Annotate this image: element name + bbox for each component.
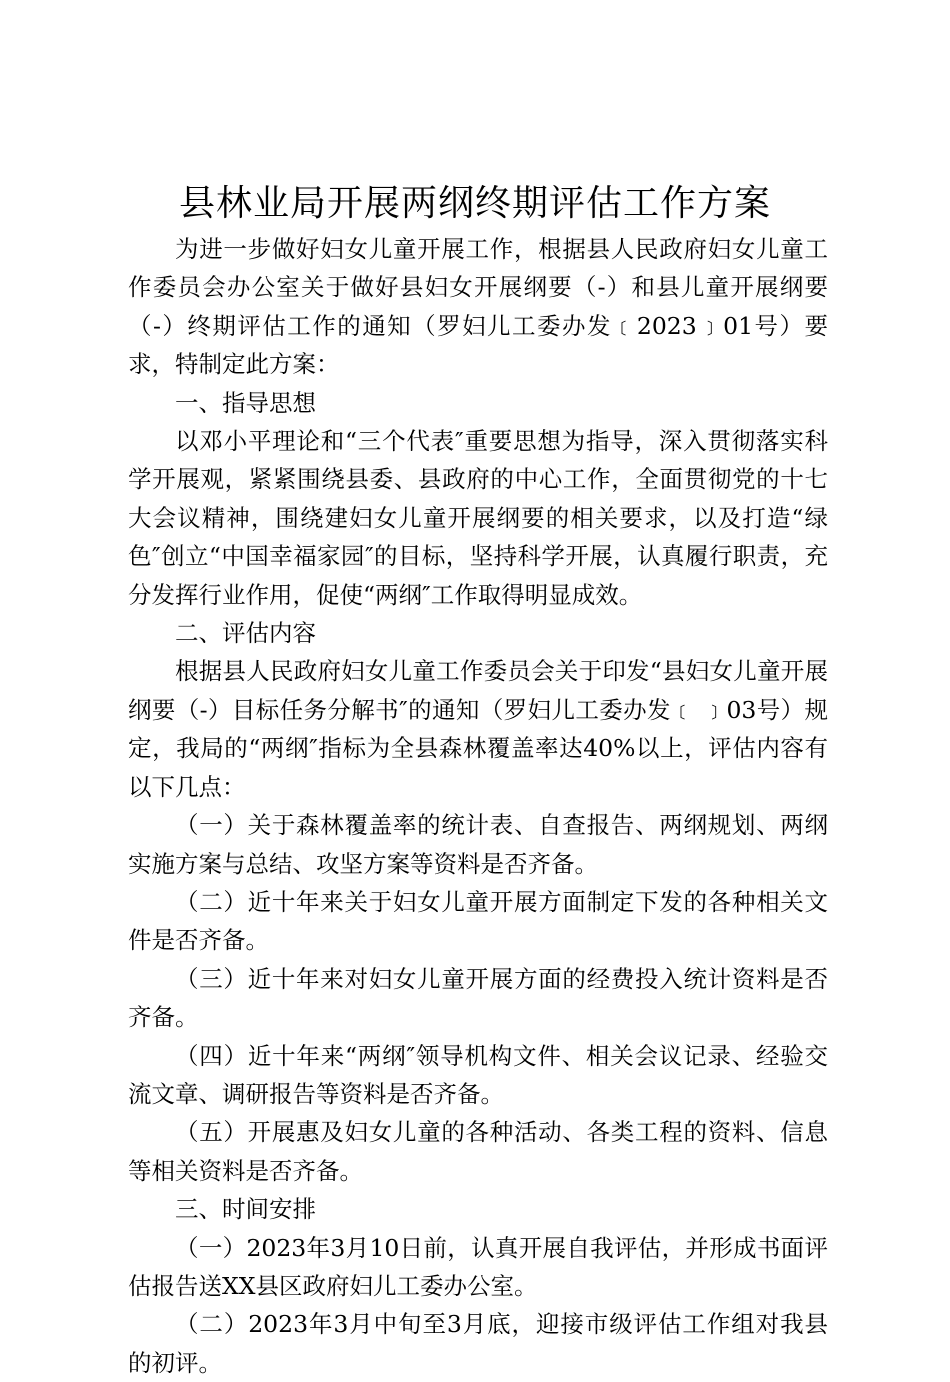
evaluation-content-paragraph: 根据县人民政府妇女儿童工作委员会关于印发“县妇女儿童开展纲要（-）目标任务分解书″的通知（罗妇儿工委办发﹝ ﹞03号）规定，我局的“两纲″指标为全县森林覆盖率达40%以上，评估内容有以下几点： [128,657,828,801]
section-heading-schedule: 三、时间安排 [175,1195,316,1224]
evaluation-item-3: （三）近十年来对妇女儿童开展方面的经费投入统计资料是否齐备。 [128,964,828,1032]
document-body [128,230,828,1382]
guiding-ideology-paragraph: 以邓小平理论和“三个代表″重要思想为指导，深入贯彻落实科学开展观，紧紧围绕县委、县政府的中心工作，全面贯彻党的十七大会议精神，围绕建妇女儿童开展纲要的相关要求，以及打造“绿色″创立“中国幸福家园″的目标，坚持科学开展，认真履行职责，充分发挥行业作用，促使“两纲″工作取得明显成效。 [128,427,828,609]
evaluation-item-2: （二）近十年来关于妇女儿童开展方面制定下发的各种相关文件是否齐备。 [128,887,828,955]
intro-paragraph: 为进一步做好妇女儿童开展工作，根据县人民政府妇女儿童工作委员会办公室关于做好县妇女开展纲要（-）和县儿童开展纲要（-）终期评估工作的通知（罗妇儿工委办发﹝2023﹞01号）要求，特制定此方案： [128,235,828,379]
document-title: 县林业局开展两纲终期评估工作方案 [178,183,771,224]
evaluation-item-1: （一）关于森林覆盖率的统计表、自查报告、两纲规划、两纲实施方案与总结、攻坚方案等资料是否齐备。 [128,811,828,878]
schedule-item-2: （二）2023年3月中旬至3月底，迎接市级评估工作组对我县的初评。 [128,1310,828,1377]
schedule-item-1: （一）2023年3月10日前，认真开展自我评估，并形成书面评估报告送XX县区政府妇儿工委办公室。 [128,1233,828,1300]
section-heading-guiding-ideology: 一、指导思想 [175,388,316,417]
section-heading-evaluation-content: 二、评估内容 [175,619,316,648]
evaluation-item-4: （四）近十年来“两纲″领导机构文件、相关会议记录、经验交流文章、调研报告等资料是否齐备。 [128,1041,828,1108]
evaluation-item-5: （五）开展惠及妇女儿童的各种活动、各类工程的资料、信息等相关资料是否齐备。 [128,1118,828,1185]
